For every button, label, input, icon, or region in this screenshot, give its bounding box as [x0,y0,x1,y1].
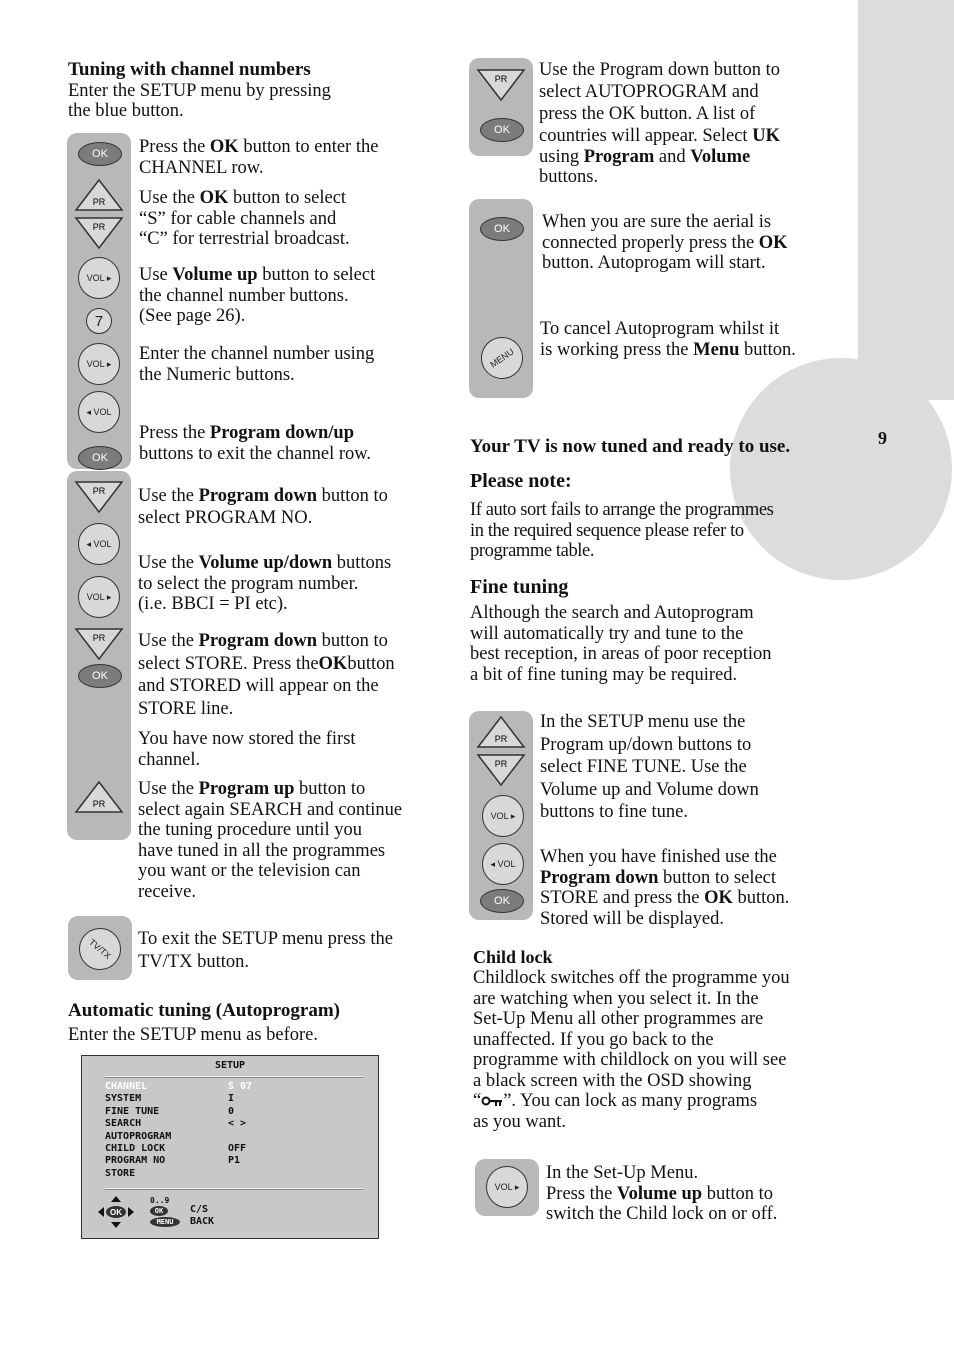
child-lock-step: In the Set-Up Menu. Press the Volume up button to switch the Child lock on or off. [546,1163,778,1224]
number-seven-button-icon: 7 [86,308,112,334]
tuning-section-intro [68,60,331,122]
step-ok-select: Use the OK button to select “S” for cable channels and “C” for terrestrial broadcast. [139,188,350,249]
setup-menu-screenshot [81,1055,379,1239]
setup-row-value: OFF [228,1143,247,1154]
pr-label: PR [494,759,508,769]
setup-row-value: S 07 [228,1081,253,1092]
setup-row-label: STORE [105,1167,136,1179]
setup-row-label: PROGRAM NO [105,1155,166,1167]
vol-up-button-icon: VOL ▸ [78,576,120,618]
please-note-heading: Please note: [470,470,572,492]
step-stored-first: You have now stored the first channel. [138,729,356,770]
intro-line: the blue button. [68,101,184,121]
auto-heading: Automatic tuning (Autoprogram) [68,1000,340,1021]
step-program-up: Use the Program up button to select again SEARCH and continue the tuning procedure until you have tuned in all the programmes you want or the television can receive. [138,779,403,902]
fine-tune-step-store: When you have finished use the Program down button to select STORE and press the OK button. Stored will be displayed. [540,847,790,929]
ok-button-icon: OK [78,142,122,166]
setup-row-value: P1 [228,1155,241,1167]
please-note-text: If auto sort fails to arrange the programmes in the required sequence please refer to programme table. [470,500,774,561]
vol-down-button-icon: ◂ VOL [78,391,120,433]
back-label: BACK [190,1216,215,1227]
autoprogram-intro: Automatic tuning (Autoprogram) Enter the SETUP menu as before. [68,1000,340,1045]
page-number: 9 [878,428,887,448]
ok-key-icon: OK [150,1206,168,1216]
step-ok-enter: Press the OK button to enter the CHANNEL row. [139,137,379,178]
pr-up-button-icon [476,715,526,749]
setup-row-label: SEARCH [105,1118,142,1130]
child-lock-section: Child lock Childlock switches off the programme you are watching when you select it. In the Set-Up Menu all other programmes are unaffected. If you go back to the programme with childlock on you will see a black screen with the OSD showing “ ”. You can lock as many programs as you want. [473,947,790,1132]
pr-down-button-icon [476,68,526,102]
setup-row-value: I [228,1093,235,1105]
vol-up-button-icon: VOL ▸ [78,257,120,299]
step-enter-number: Enter the channel number using the Numeric buttons. [139,344,375,385]
ok-label: OK [110,1208,122,1217]
step-volume-up: Use Volume up button to select the channel number buttons. (See page 26). [139,265,376,326]
vol-up-button-icon: VOL ▸ [486,1166,528,1208]
pr-label: PR [92,486,106,496]
pr-label: PR [92,197,106,207]
ok-button-icon: OK [78,446,122,470]
auto-step-start: When you are sure the aerial is connected properly press the OK button. Autoprogam will start. [542,212,788,273]
step-exit-row: Press the Program down/up buttons to exit the channel row. [139,423,372,464]
step-exit-setup: To exit the SETUP menu press the TV/TX button. [138,929,393,972]
tvtx-button-icon: TV/TX [70,919,129,978]
setup-row-value: 0 [228,1105,235,1117]
setup-row-label: AUTOPROGRAM [105,1130,172,1142]
step-program-no: Use the Program down button to select PROGRAM NO. [138,486,388,528]
pr-up-button-icon [74,178,124,212]
child-lock-heading: Child lock [473,947,553,967]
ready-message: Your TV is now tuned and ready to use. [470,436,791,457]
pr-up-button-icon [74,780,124,814]
vol-up-button-icon: VOL ▸ [482,795,524,837]
pr-label: PR [494,74,508,84]
vol-up-button-icon: VOL ▸ [78,343,120,385]
setup-row-label: FINE TUNE [105,1105,160,1117]
pr-down-button-icon [74,627,124,661]
intro-line: Enter the SETUP menu by pressing [68,80,331,101]
ok-button-icon: OK [480,889,524,913]
fine-tuning-heading: Fine tuning [470,576,569,598]
fine-tuning-text: Although the search and Autoprogram will automatically try and tune to the best reception, in areas of poor reception a bit of fine tuning may be required. [470,603,772,685]
setup-row-label: SYSTEM [105,1093,142,1105]
ok-button-icon: OK [480,217,524,241]
side-tab-bar [858,0,954,400]
ok-button-icon: OK [480,118,524,142]
auto-step-select: Use the Program down button to select AUTOPROGRAM and press the OK button. A list of countries will appear. Select UK using Program and Volume buttons. [539,60,780,187]
setup-row-label: CHANNEL [105,1081,148,1092]
pr-label: PR [92,633,106,643]
fine-tune-step-select: In the SETUP menu use the Program up/down buttons to select FINE TUNE. Use the Volume up and Volume down buttons to fine tune. [540,712,759,822]
vol-down-button-icon: ◂ VOL [78,523,120,565]
divider [105,1076,363,1078]
tuning-heading: Tuning with channel numbers [68,59,311,80]
auto-step-cancel: To cancel Autoprogram whilst it is working press the Menu button. [540,319,796,360]
navigation-arrows-icon [96,1196,136,1228]
pr-label: PR [494,734,508,744]
step-volume-updown: Use the Volume up/down buttons to select the program number. (i.e. BBCI = PI etc). [138,553,392,614]
pr-label: PR [92,222,106,232]
ok-button-icon: OK [78,664,122,688]
divider [105,1188,363,1190]
cs-label: C/S [190,1204,209,1215]
numeric-keys-label: 0..9 [150,1196,170,1205]
menu-button-icon: MENU [473,329,531,387]
step-store: Use the Program down button to select STORE. Press theOKbutton and STORED will appear on the STORE line. [138,631,395,719]
setup-row-label: CHILD LOCK [105,1143,166,1154]
pr-down-button-icon [476,753,526,787]
setup-title: SETUP [214,1060,246,1071]
pr-down-button-icon [74,480,124,514]
key-lock-icon [481,1095,503,1107]
setup-row-value: < > [228,1118,247,1130]
pr-label: PR [92,799,106,809]
pr-down-button-icon [74,216,124,250]
vol-down-button-icon: ◂ VOL [482,843,524,885]
menu-key-icon: MENU [150,1217,180,1227]
